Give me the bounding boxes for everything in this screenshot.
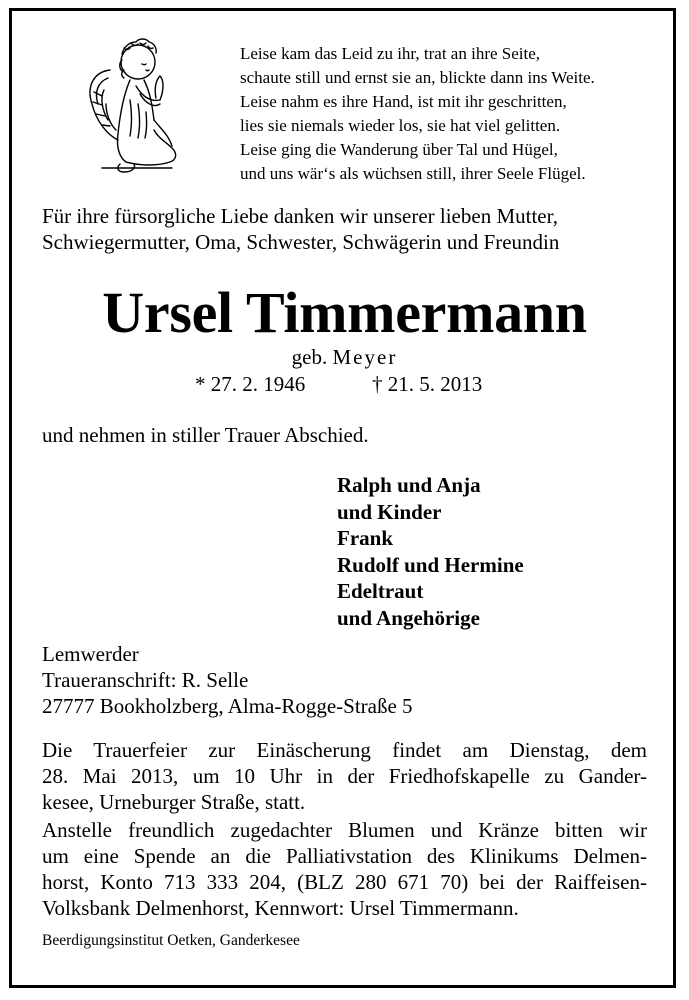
undertaker-credit: Beerdigungsinstitut Oetken, Ganderkesee [42,932,300,949]
mourners-list [337,472,524,631]
geb-prefix: geb. [291,345,328,369]
mourning-address [42,641,413,719]
farewell-text: und nehmen in stiller Trauer Abschied. [42,423,369,447]
address-line: 27777 Bookholzberg, Alma-Rogge-Straße 5 [42,694,413,718]
birth-date: * 27. 2. 1946 [195,372,306,396]
donation-line: horst, Konto 713 333 204, (BLZ 280 671 70) bei der Raiffeisen- [42,870,647,894]
death-date: † 21. 5. 2013 [372,372,483,396]
poem-line: Leise kam das Leid zu ihr, trat an ihre Seite, [240,44,541,63]
poem-line: lies sie niemals wieder los, sie hat viel gelitten. [240,116,561,135]
donation-line: um eine Spende an die Palliativstation des Klinikums Delmen- [42,844,647,868]
mourner-line: Rudolf und Hermine [337,552,524,577]
donation-notice [42,817,647,921]
poem-line: schaute still und ernst sie an, blickte dann ins Weite. [240,68,595,87]
mourner-line: Edeltraut [337,579,424,603]
poem-line: Leise ging die Wanderung über Tal und Hügel, [240,140,558,159]
ceremony-line: kesee, Urneburger Straße, statt. [42,790,306,814]
maiden-name [0,344,689,370]
poem [240,42,595,186]
ceremony-notice [42,737,647,815]
mourner-line: Frank [337,526,394,550]
donation-line: Volksbank Delmenhorst, Kennwort: Ursel Timmermann. [42,896,519,920]
address-line: Lemwerder [42,642,139,666]
mourner-line: und Kinder [337,499,442,524]
address-line: Traueranschrift: R. Selle [42,668,249,692]
mourner-line: Ralph und Anja [337,473,481,497]
intro-text [42,203,652,255]
intro-line: Schwiegermutter, Oma, Schwester, Schwägerin und Freundin [42,230,560,254]
mourner-line: und Angehörige [337,605,480,630]
ceremony-line: 28. Mai 2013, um 10 Uhr in der Friedhofskapelle zu Gander- [42,764,647,788]
praying-angel-icon [80,30,190,180]
poem-line: Leise nahm es ihre Hand, ist mit ihr geschritten, [240,92,567,111]
intro-line: Für ihre fürsorgliche Liebe danken wir unserer lieben Mutter, [42,204,559,228]
donation-line: Anstelle freundlich zugedachter Blumen und Kränze bitten wir [42,818,647,842]
ceremony-line: Die Trauerfeier zur Einäscherung findet am Dienstag, dem [42,738,647,762]
poem-line: und uns wär‘s als wüchsen still, ihrer Seele Flügel. [240,164,586,183]
deceased-name: Ursel Timmermann [102,280,587,345]
maiden-name-value: Meyer [332,345,398,369]
